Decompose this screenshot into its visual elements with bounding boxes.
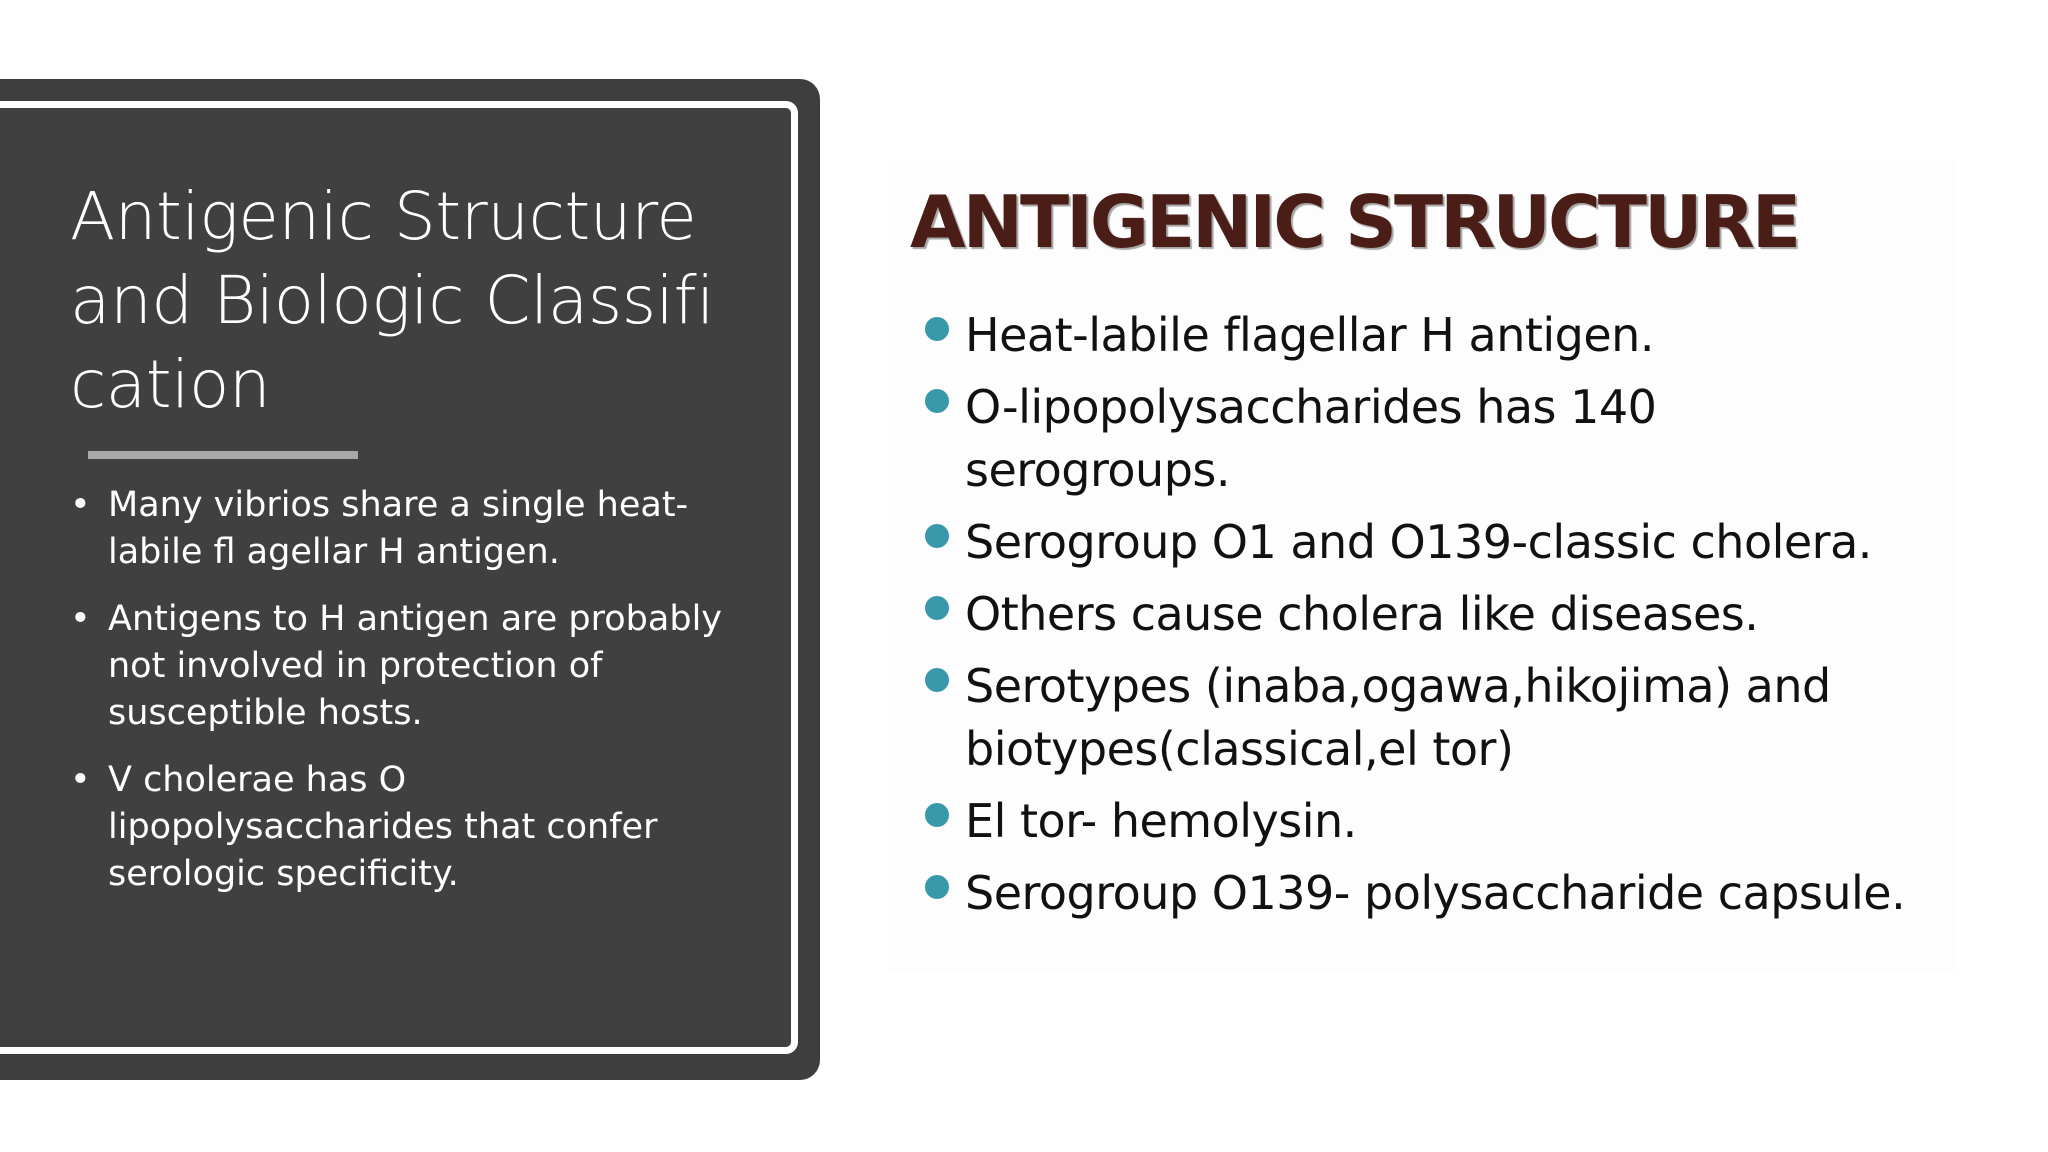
image-heading: ANTIGENIC STRUCTURE	[910, 180, 1799, 264]
image-list-item	[925, 304, 1955, 367]
bullet-list	[70, 482, 750, 918]
image-list-text: Others cause cholera like diseases.	[965, 587, 1759, 641]
bullet-item	[70, 596, 750, 737]
teal-bullet-icon	[925, 317, 949, 341]
teal-bullet-icon	[925, 803, 949, 827]
image-bullet-list	[925, 304, 1955, 934]
bullet-text: Many vibrios share a single heat-labile fl agellar H antigen.	[108, 485, 689, 572]
image-list-text: Heat-labile flagellar H antigen.	[965, 308, 1654, 362]
bullet-item	[70, 482, 750, 576]
image-list-text: Serogroup O139- polysaccharide capsule.	[965, 866, 1906, 920]
image-list-item	[925, 511, 1955, 574]
teal-bullet-icon	[925, 875, 949, 899]
image-list-text: El tor- hemolysin.	[965, 794, 1357, 848]
teal-bullet-icon	[925, 596, 949, 620]
slide-title: Antigenic Structure and Biologic Classifi cation	[70, 178, 715, 423]
bullet-item	[70, 757, 750, 898]
bullet-dot: •	[70, 599, 91, 639]
title-divider	[88, 451, 358, 459]
teal-bullet-icon	[925, 524, 949, 548]
image-list-item	[925, 790, 1955, 853]
image-list-text: Serotypes (inaba,ogawa,hikojima) and biotypes(classical,el tor)	[965, 659, 1831, 776]
teal-bullet-icon	[925, 389, 949, 413]
bullet-text: V cholerae has O lipopolysaccharides that confer serologic specificity.	[108, 760, 658, 894]
image-list-item	[925, 376, 1955, 502]
bullet-dot: •	[70, 760, 91, 800]
bullet-text: Antigens to H antigen are probably not involved in protection of susceptible hosts.	[108, 599, 723, 733]
teal-bullet-icon	[925, 668, 949, 692]
image-list-text: O-lipopolysaccharides has 140 serogroups.	[965, 380, 1657, 497]
bullet-dot: •	[70, 485, 91, 525]
image-list-text: Serogroup O1 and O139-classic cholera.	[965, 515, 1872, 569]
image-list-item	[925, 655, 1955, 781]
image-list-item	[925, 583, 1955, 646]
image-list-item	[925, 862, 1955, 925]
